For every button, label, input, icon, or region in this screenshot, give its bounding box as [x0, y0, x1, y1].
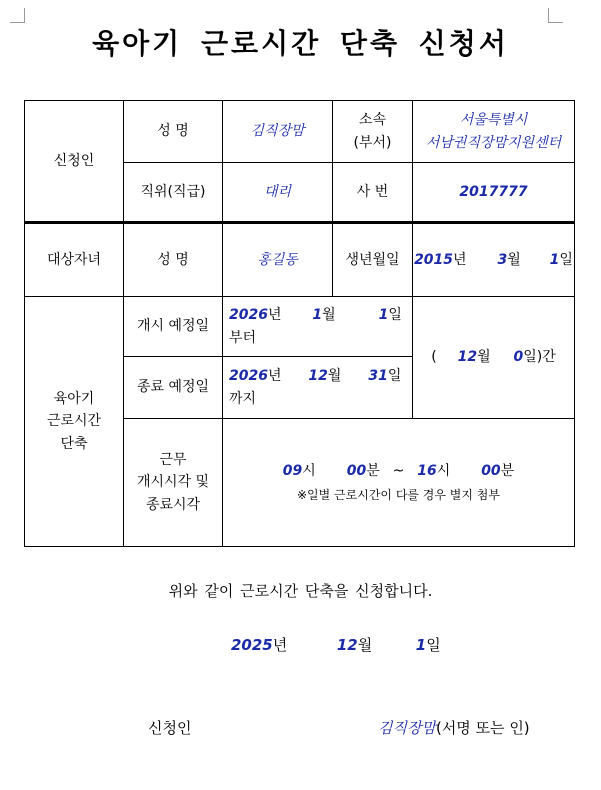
duration-close: 일)간 — [523, 349, 556, 366]
duration-month-suffix: 월 — [477, 349, 491, 366]
end-day: 31 — [368, 368, 388, 385]
year-suffix: 년 — [453, 251, 467, 268]
minute-suffix: 분 — [366, 462, 380, 479]
applicant-name-value[interactable] — [223, 101, 333, 163]
applicant-section-label: 신청인 — [25, 101, 124, 223]
birthdate-label: 생년월일 — [333, 223, 413, 297]
start-year: 2026 — [229, 307, 268, 324]
end-minute: 00 — [481, 462, 501, 479]
child-name-label: 성 명 — [124, 223, 223, 297]
minute-suffix: 분 — [500, 462, 515, 479]
date-year: 2025 — [231, 636, 273, 654]
birth-year: 2015 — [414, 251, 454, 268]
end-hour: 16 — [417, 462, 437, 479]
birthdate-value[interactable] — [413, 223, 575, 297]
date-day: 1 — [415, 636, 427, 654]
work-label-line3: 종료시각 — [145, 496, 201, 513]
child-section-label: 대상자녀 — [25, 223, 124, 297]
duration-open: ( — [431, 349, 437, 366]
department-value[interactable] — [413, 101, 575, 163]
position-text: 대리 — [263, 183, 292, 200]
year-suffix: 년 — [267, 307, 282, 324]
corner-crop-mark — [10, 8, 25, 23]
day-suffix: 일 — [559, 251, 573, 268]
application-form-table — [24, 100, 575, 547]
employee-number-value[interactable] — [413, 163, 575, 223]
position-label: 직위(직급) — [124, 163, 223, 223]
hour-suffix: 시 — [436, 462, 451, 479]
start-hour: 09 — [282, 462, 303, 479]
month-suffix: 월 — [327, 368, 342, 385]
work-hours-time — [223, 460, 574, 482]
employee-number-text: 2017777 — [459, 183, 528, 200]
work-hours-value[interactable] — [223, 419, 575, 547]
corner-crop-mark — [548, 8, 563, 23]
department-label-line2: (부서) — [353, 134, 392, 151]
department-label — [333, 101, 413, 163]
signature-suffix: (서명 또는 인) — [435, 719, 530, 737]
reduction-label-line2: 근로시간 — [46, 413, 102, 430]
child-name-value[interactable] — [223, 223, 333, 297]
month-suffix: 월 — [507, 251, 521, 268]
end-year: 2026 — [229, 368, 268, 385]
work-label-line1: 근무 — [159, 451, 187, 468]
duration-months: 12 — [457, 349, 478, 366]
month-suffix: 월 — [322, 307, 336, 324]
applicant-row-1 — [25, 101, 575, 163]
end-suffix: 일까지 — [229, 368, 402, 407]
end-date-label: 종료 예정일 — [124, 357, 223, 419]
position-value[interactable] — [223, 163, 333, 223]
time-range-tilde: ~ — [392, 462, 405, 479]
start-date-label: 개시 예정일 — [124, 297, 223, 357]
child-row — [25, 223, 575, 297]
department-value-line1: 서울특별시 — [459, 112, 528, 129]
day-suffix: 일 — [426, 636, 441, 654]
application-date[interactable] — [231, 634, 441, 655]
applicant-name-text: 김직장맘 — [250, 123, 305, 140]
page-title: 육아기 근로시간 단축 신청서 — [92, 27, 509, 60]
start-day: 1 — [378, 307, 389, 324]
date-month: 12 — [336, 636, 358, 654]
signature-name: 김직장맘 — [378, 719, 436, 737]
end-date-value[interactable] — [223, 357, 413, 419]
start-month: 1 — [312, 307, 323, 324]
birth-day: 1 — [549, 251, 560, 268]
birth-month: 3 — [497, 251, 508, 268]
work-hours-label — [124, 419, 223, 547]
year-suffix: 년 — [272, 636, 288, 654]
reduction-label-line3: 단축 — [60, 435, 88, 452]
employee-number-label: 사 번 — [333, 163, 413, 223]
reduction-start-row — [25, 297, 575, 357]
hour-suffix: 시 — [302, 462, 316, 479]
start-suffix: 일부터 — [229, 307, 402, 346]
child-name-text: 홍길동 — [257, 251, 298, 268]
reduction-section-label — [25, 297, 124, 547]
signature-field[interactable] — [378, 717, 530, 738]
reduction-label-line1: 육아기 — [53, 390, 95, 407]
year-suffix: 년 — [267, 368, 282, 385]
start-minute: 00 — [346, 462, 367, 479]
signature-label: 신청인 — [148, 719, 192, 737]
work-label-line2: 개시시각 및 — [136, 474, 210, 491]
month-suffix: 월 — [357, 636, 373, 654]
duration-value[interactable] — [413, 297, 575, 419]
declaration-text: 위와 같이 근로시간 단축을 신청합니다. — [168, 582, 433, 600]
duration-days: 0 — [513, 349, 524, 366]
end-month: 12 — [308, 368, 328, 385]
department-label-line1: 소속 — [358, 112, 387, 129]
start-date-value[interactable] — [223, 297, 413, 357]
work-hours-note: ※일별 근로시간이 다를 경우 별지 첨부 — [296, 488, 500, 503]
applicant-name-label: 성 명 — [124, 101, 223, 163]
department-value-line2: 서남권직장맘지원센터 — [425, 134, 562, 151]
